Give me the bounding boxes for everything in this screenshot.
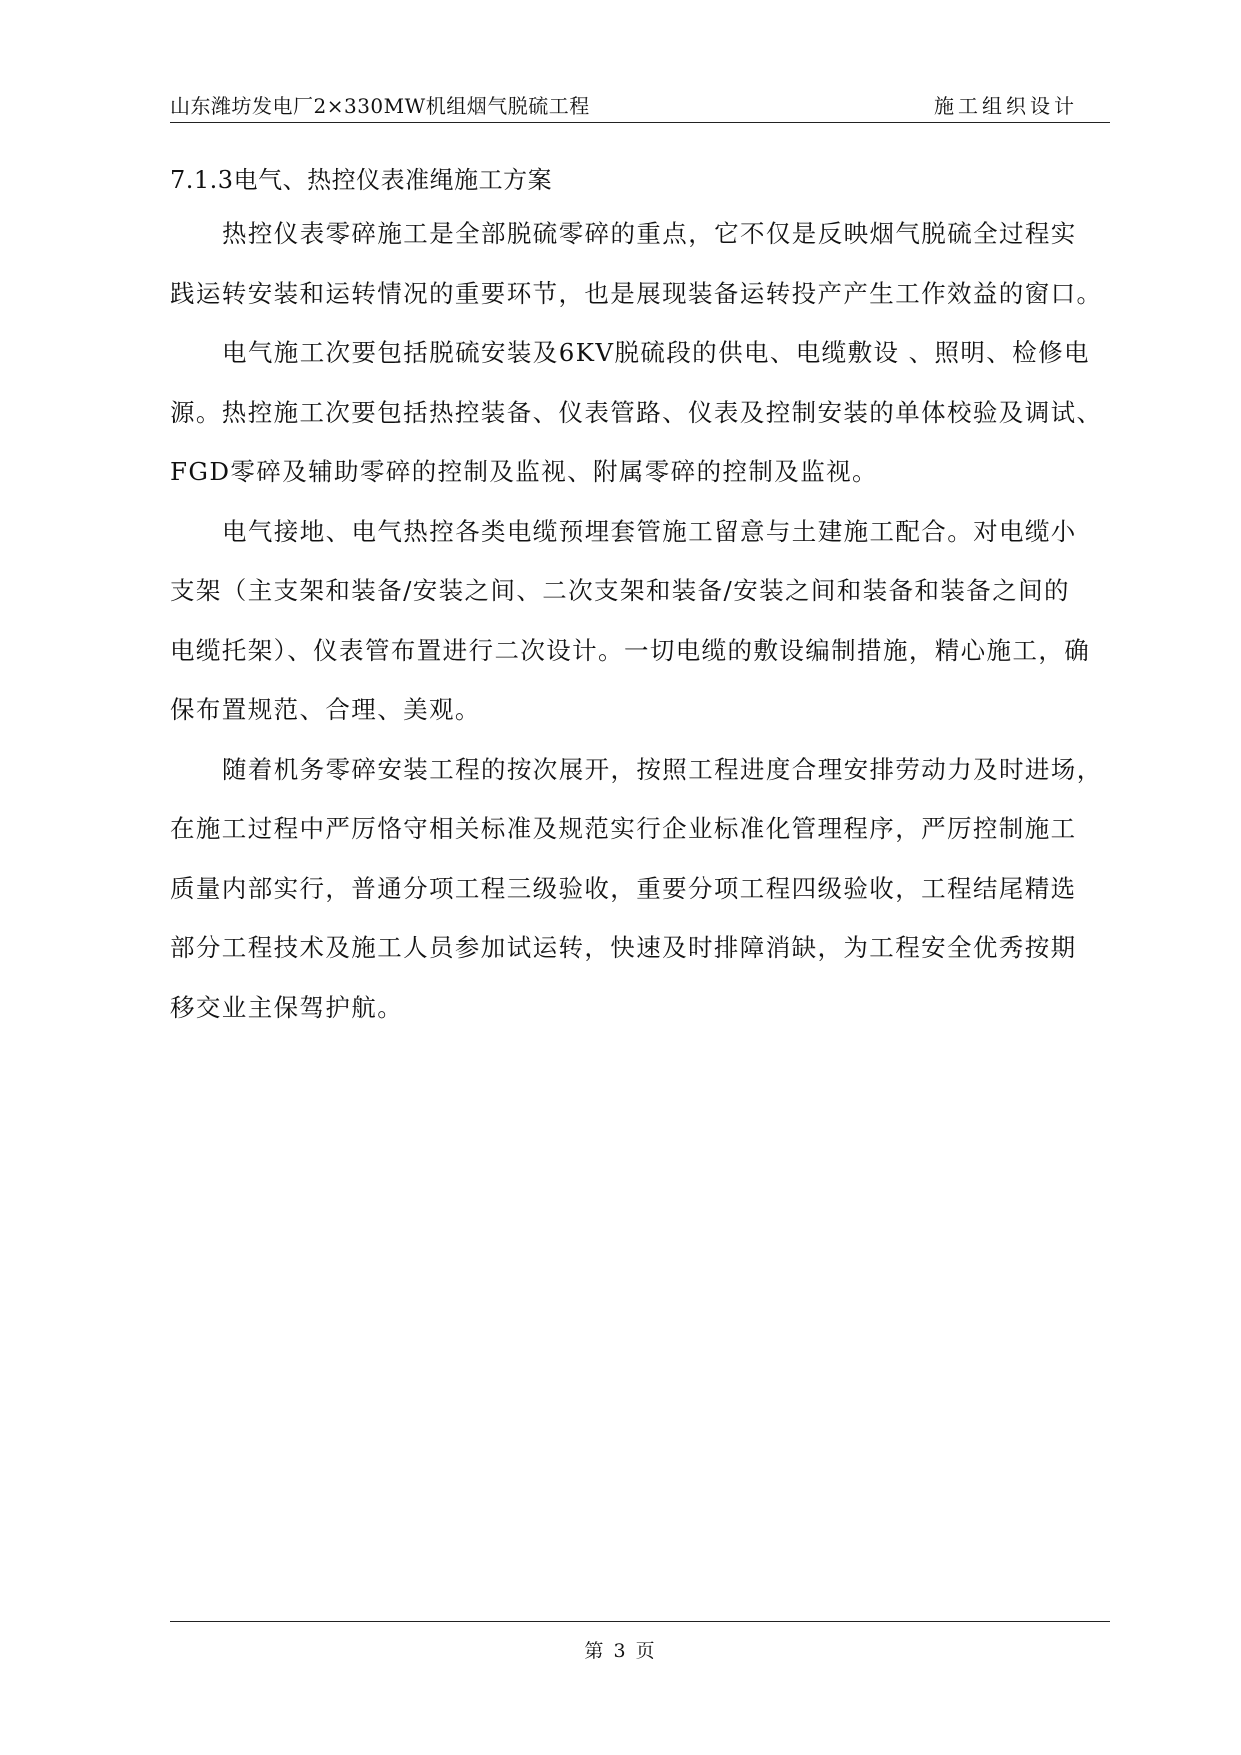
paragraph-line: 保布置规范、合理、美观。 (170, 695, 481, 724)
page-number: 第 3 页 (584, 1640, 657, 1662)
paragraph-line: FGD零碎及辅助零碎的控制及监视、附属零碎的控制及监视。 (170, 457, 878, 486)
paragraph-line: 移交业主保驾护航。 (170, 992, 404, 1022)
paragraph-line: 部分工程技术及施工人员参加试运转，快速及时排障消缺，为工程安全优秀按期 (170, 933, 1077, 962)
paragraph-line: 支架（主支架和装备/安装之间、二次支架和装备/安装之间和装备和装备之间的 (170, 576, 1070, 605)
paragraph-line: 随着机务零碎安装工程的按次展开，按照工程进度合理安排劳动力及时进场， (222, 754, 1103, 784)
paragraph-line: 电缆托架）、仪表管布置进行二次设计。一切电缆的敷设编制措施，精心施工，确 (170, 635, 1091, 665)
paragraph-4 (170, 740, 1130, 1038)
document-body (170, 158, 1130, 1037)
paragraph-1 (170, 204, 1130, 323)
paragraph-line: 热控仪表零碎施工是全部脱硫零碎的重点，它不仅是反映烟气脱硫全过程实 (222, 219, 1077, 248)
paragraph-2 (170, 323, 1130, 502)
page-header (170, 88, 1110, 123)
paragraph-line: 践运转安装和运转情况的重要环节，也是展现装备运转投产产生工作效益的窗口。 (170, 278, 1103, 308)
paragraph-line: 在施工过程中严厉恪守相关标准及规范实行企业标准化管理程序，严厉控制施工 (170, 814, 1077, 843)
paragraph-3 (170, 502, 1130, 740)
footer-divider (170, 1621, 1110, 1622)
paragraph-line: 电气施工次要包括脱硫安装及6KV脱硫段的供电、电缆敷设 、照明、检修电 (222, 338, 1090, 367)
section-title: 7.1.3电气、热控仪表准绳施工方案 (170, 166, 553, 194)
paragraph-line: 质量内部实行，普通分项工程三级验收，重要分项工程四级验收，工程结尾精选 (170, 873, 1077, 903)
paragraph-line: 源。热控施工次要包括热控装备、仪表管路、仪表及控制安装的单体校验及调试、 (170, 397, 1103, 427)
header-project-title: 山东潍坊发电厂2×330MW机组烟气脱硫工程 (170, 94, 590, 118)
paragraph-line: 电气接地、电气热控各类电缆预埋套管施工留意与土建施工配合。对电缆小 (222, 516, 1077, 546)
header-document-type: 施工组织设计 (934, 94, 1078, 118)
